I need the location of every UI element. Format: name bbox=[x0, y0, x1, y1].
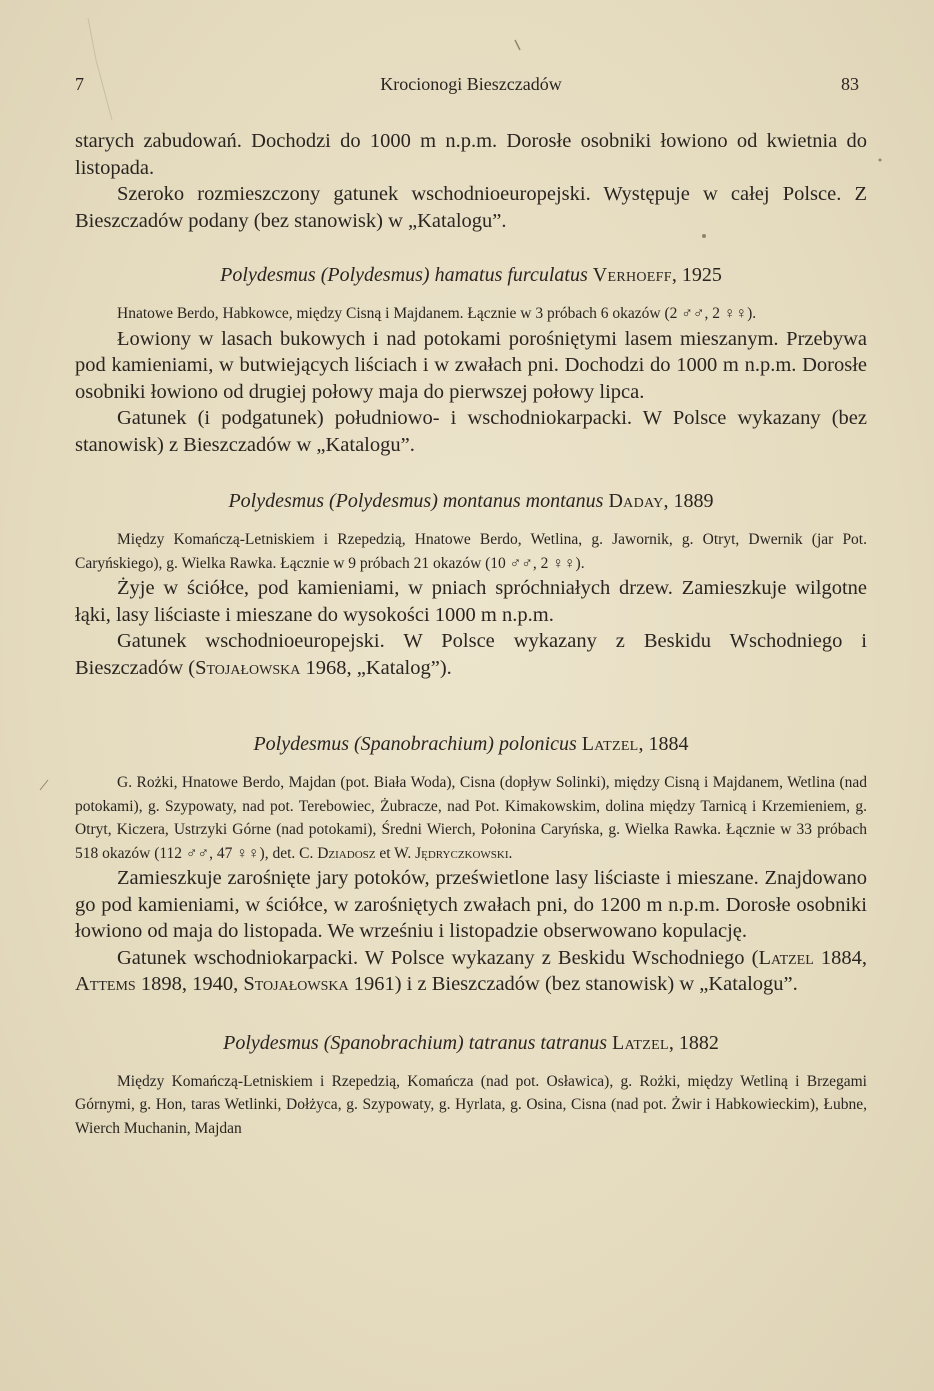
species-heading-montanus bbox=[75, 488, 867, 514]
text-run: et W. bbox=[375, 844, 416, 862]
paragraph-distribution-polonicus bbox=[75, 945, 867, 998]
paragraph-distribution: Szeroko rozmieszczony gatunek wschodnioeuropejski. Występuje w całej Polsce. Z Bieszczadów podany (bez stanowisk) w „Katalogu”. bbox=[75, 183, 867, 232]
page-body bbox=[75, 128, 867, 1140]
author-year: , 1889 bbox=[663, 490, 714, 512]
text-run: 1884, bbox=[813, 946, 868, 969]
subgenus-name: (Spanobrachium) bbox=[353, 733, 494, 755]
paragraph-distribution-montanus bbox=[75, 628, 867, 681]
paragraph-habitat-polonicus: Zamieszkuje zarośnięte jary potoków, prześwietlone lasy liściaste i mieszane. Znajdowano go pod kamieniami, w ściółce, w zarośniętych zwałach pni, do 1200 m n.p.m. Dorosłe osobniki łowiono od maja do listopada. We wrześniu i listopadzie obserwowano kopulację. bbox=[75, 867, 867, 942]
cited-author: Stojałowska bbox=[243, 973, 349, 995]
paragraph-distribution-hamatus: Gatunek (i podgatunek) południowo- i wschodniokarpacki. W Polsce wykazany (bez stanowisk) z Bieszczadów w „Katalogu”. bbox=[75, 407, 867, 456]
paragraph-continued: starych zabudowań. Dochodzi do 1000 m n.p.m. Dorosłe osobniki łowiono od kwietnia do listopada. bbox=[75, 130, 867, 179]
author-year: , 1882 bbox=[668, 1031, 719, 1054]
paragraph-habitat-montanus: Żyje w ściółce, pod kamieniami, w pniach spróchniałych drzew. Zamieszkuje wilgotne łąki, lasy liściaste i mieszane do wysokości 1000 m n.p.m. bbox=[75, 577, 867, 626]
species-heading-tatranus bbox=[75, 1030, 867, 1056]
author-year: , 1884 bbox=[638, 733, 689, 755]
page-number-right: 83 bbox=[841, 74, 859, 94]
subgenus-name: (Polydesmus) bbox=[320, 264, 430, 286]
genus-name: Polydesmus bbox=[220, 264, 316, 286]
subgenus-name: (Spanobrachium) bbox=[323, 1031, 464, 1054]
species-name: montanus montanus bbox=[442, 490, 604, 512]
running-title: Krocionogi Bieszczadów bbox=[380, 74, 562, 94]
paragraph-habitat-hamatus: Łowiony w lasach bukowych i nad potokami porośniętymi lasem mieszanym. Przebywa pod kamieniami, w butwiejących liściach i w zwałach pni. Dochodzi do 1000 m n.p.m. Dorosłe osobniki łowiono od drugiej połowy maja do pierwszej połowy lipca. bbox=[75, 327, 867, 403]
localities-montanus: Między Komańczą-Letniskiem i Rzepedzią, Hnatowe Berdo, Wetlina, g. Jawornik, g. Otryt, Dwernik (jar Pot. Caryńskiego), g. Wielka Rawka. Łącznie w 9 próbach 21 okazów (10 ♂♂, 2 ♀♀). bbox=[75, 531, 867, 572]
text-run: G. Rożki, Hnatowe Berdo, Majdan (pot. Biała Woda), Cisna (dopływ Solinki), między Cisną i Majdanem, Wetlina (nad potokami), g. Szypowaty, nad pot. Terebowiec, Żubracze, nad Pot. Kimakowskim, dolina między Tarnicą i Krzemieniem, g. Otryt, Kiczera, Ustrzyki Górne (nad potokami), Średni Wierch, Połonina Caryńska, g. Wielka Rawka. Łącznie w 33 próbach 518 okazów (112 ♂♂, 47 ♀♀), det. C. bbox=[75, 774, 867, 862]
text-run: . bbox=[508, 844, 513, 862]
cited-author: Jędryczkowski bbox=[415, 844, 509, 862]
author-name: Verhoeff bbox=[592, 264, 672, 286]
species-heading-polonicus bbox=[75, 731, 867, 757]
localities-polonicus bbox=[75, 771, 867, 865]
cited-author: Latzel bbox=[758, 946, 814, 969]
author-name: Latzel bbox=[581, 733, 639, 755]
text-run: 1968, „Katalog”). bbox=[300, 656, 452, 679]
text-run: 1898, 1940, bbox=[135, 973, 244, 995]
localities-tatranus: Między Komańczą-Letniskiem i Rzepedzią, Komańcza (nad pot. Osławica), g. Rożki, między Wetliną i Brzegami Górnymi, g. Hon, taras Wetlinki, Dołżyca, g. Szypowaty, g. Hyrlata, g. Osina, Cisna (nad pot. Żwir i Habkowieckim), Łubne, Wierch Muchanin, Majdan bbox=[75, 1072, 867, 1137]
species-heading-hamatus bbox=[75, 262, 867, 288]
species-name: tatranus tatranus bbox=[468, 1031, 608, 1054]
author-name: Latzel bbox=[612, 1031, 669, 1054]
text-run: Gatunek wschodnioeuropejski. W Polsce wykazany z Beskidu Wschodniego i Bieszczadów ( bbox=[75, 630, 867, 679]
genus-name: Polydesmus bbox=[223, 1031, 319, 1054]
genus-name: Polydesmus bbox=[253, 733, 349, 755]
subgenus-name: (Polydesmus) bbox=[329, 490, 438, 512]
page-number-left: 7 bbox=[75, 74, 84, 94]
genus-name: Polydesmus bbox=[228, 490, 324, 512]
author-year: , 1925 bbox=[671, 264, 722, 286]
cited-author: Dziadosz bbox=[317, 844, 376, 862]
cited-author: Stojałowska bbox=[195, 656, 301, 679]
text-run: Gatunek wschodniokarpacki. W Polsce wykazany z Beskidu Wschodniego ( bbox=[117, 946, 759, 969]
localities-hamatus: Hnatowe Berdo, Habkowce, między Cisną i Majdanem. Łącznie w 3 próbach 6 okazów (2 ♂♂, 2 ♀♀). bbox=[117, 305, 757, 322]
text-run: 1961) i z Bieszczadów (bez stanowisk) w „Katalogu”. bbox=[348, 973, 798, 995]
species-name: hamatus furculatus bbox=[434, 264, 588, 286]
cited-author: Attems bbox=[75, 973, 136, 995]
species-name: polonicus bbox=[498, 733, 577, 755]
page-header bbox=[75, 74, 867, 102]
author-name: Daday bbox=[608, 490, 664, 512]
